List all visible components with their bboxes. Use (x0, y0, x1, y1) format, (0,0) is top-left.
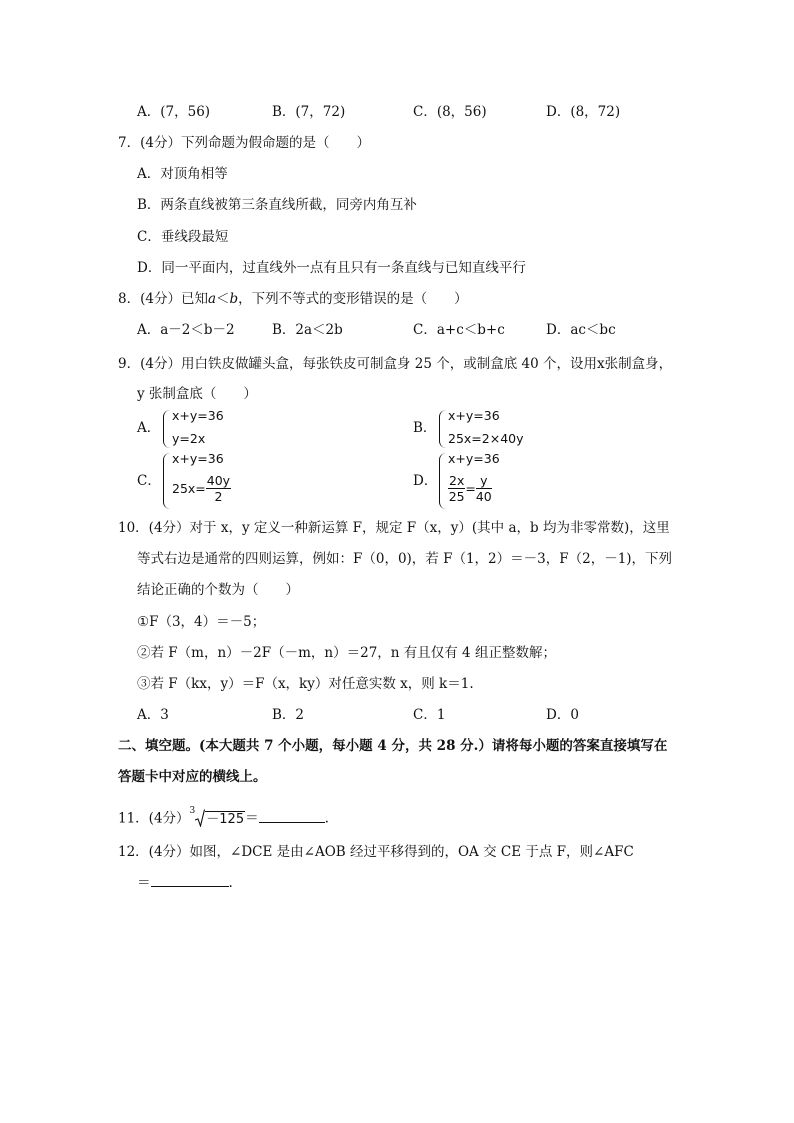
q9-d-fraction-1 (448, 473, 465, 504)
q9-a-brace (163, 410, 170, 448)
q11-line (118, 806, 329, 829)
q9-line2: y 张制盒底（ ） (137, 386, 257, 402)
q7-option-c: C．垂线段最短 (137, 229, 229, 245)
q9-d-numerator-1: 2x (449, 473, 465, 488)
section2-heading-line1: 二、填空题。(本大题共 7 个小题，每小题 4 分，共 28 分.）请将每小题的答案直接填写在 (118, 738, 668, 754)
q9-b-brace (439, 410, 446, 448)
q9-d-numerator-2: y (476, 473, 492, 489)
q12-equals: ＝ (137, 875, 151, 891)
q7-option-a: A．对顶角相等 (137, 166, 228, 182)
q9-option-c-label: C． (137, 473, 161, 489)
q9-c-eq1: x+y=36 (172, 451, 224, 466)
q8-stem (118, 290, 468, 308)
q9-c-eq2-pre: 25x= (172, 481, 206, 496)
q8-option-b: B．2a＜2b (272, 322, 343, 338)
q9-d-denominator-1: 25 (448, 489, 465, 504)
q8-option-d: D．ac＜bc (546, 322, 616, 338)
q10-option-b: B．2 (272, 707, 305, 723)
q7-stem: 7．(4分）下列命题为假命题的是（ ） (118, 135, 370, 151)
q11-equals: ＝ (245, 810, 259, 827)
q11-root-index: 3 (189, 806, 196, 816)
q7-option-b: B．两条直线被第三条直线所截，同旁内角互补 (137, 197, 417, 213)
q9-b-eq2: 25x=2×40y (448, 431, 524, 446)
q6-option-a: A．(7，56) (137, 104, 211, 120)
q9-option-a-label: A． (137, 420, 161, 436)
radical-sign-icon (195, 809, 205, 827)
q10-option-d: D．0 (546, 707, 579, 723)
q8-var-a: a (207, 291, 217, 307)
q9-d-eq1: x+y=36 (448, 451, 500, 466)
q9-c-numerator: 40y (206, 473, 231, 488)
q10-statement-2: ②若 F（m，n）－2F（－m，n）＝27，n 有且仅有 4 组正整数解； (137, 645, 556, 661)
q9-d-denominator-2: 40 (475, 489, 492, 504)
q10-line2: 等式右边是通常的四则运算，例如：F（0，0)，若 F（1，2）＝－3，F（2，－1)，下列 (137, 551, 673, 567)
q9-d-fraction-2 (476, 473, 492, 504)
q9-a-eq1: x+y=36 (172, 408, 224, 423)
q9-d-equals: = (465, 481, 476, 496)
q12-answer-blank[interactable] (151, 886, 229, 887)
q11-answer-blank[interactable] (259, 822, 325, 823)
q8-stem-post: ，下列不等式的变形错误的是（ ） (238, 291, 468, 307)
q11-radicand: －125 (206, 811, 245, 827)
q9-d-eq2 (448, 473, 492, 504)
q8-var-b: b (229, 291, 239, 307)
q6-option-c: C．(8，56) (413, 104, 487, 120)
q8-option-c: C．a+c＜b+c (413, 322, 505, 338)
q11-prefix: 11．(4分） (118, 810, 190, 827)
q9-d-brace (439, 453, 446, 509)
q12-line1: 12．(4分）如图，∠DCE 是由∠AOB 经过平移得到的，OA 交 CE 于点 F，则∠AFC (118, 844, 634, 860)
q8-option-a: A．a－2＜b－2 (137, 322, 235, 338)
q10-statement-1: ①F（3，4）＝－5； (137, 614, 266, 630)
q11-cube-root (190, 806, 246, 829)
q8-stem-pre: 8．(4分）已知 (118, 291, 208, 307)
q10-option-c: C．1 (413, 707, 446, 723)
q9-c-eq2 (172, 473, 231, 504)
q6-option-b: B．(7，72) (272, 104, 346, 120)
q11-period: . (324, 810, 329, 827)
q9-option-b-label: B． (413, 420, 437, 436)
q9-c-brace (163, 453, 170, 509)
q10-line1: 10．(4分）对于 x，y 定义一种新运算 F，规定 F（x，y）(其中 a，b 均为非零常数)，这里 (118, 520, 670, 536)
q9-c-denominator: 2 (214, 489, 223, 504)
q9-c-fraction (206, 473, 231, 504)
q8-lt: ＜ (216, 291, 230, 307)
q10-line3: 结论正确的个数为（ ） (137, 582, 299, 598)
q7-option-d: D．同一平面内，过直线外一点有且只有一条直线与已知直线平行 (137, 260, 526, 276)
q9-option-d-label: D． (413, 473, 438, 489)
q10-statement-3: ③若 F（kx，y）＝F（x，ky）对任意实数 x，则 k＝1. (137, 676, 474, 692)
q9-line1: 9．(4分）用白铁皮做罐头盒，每张铁皮可制盒身 25 个，或制盒底 40 个，设用x张制盒身， (118, 356, 673, 372)
q6-option-d: D．(8，72) (546, 104, 621, 120)
section2-heading-line2: 答题卡中对应的横线上。 (118, 769, 267, 785)
q9-b-eq1: x+y=36 (448, 408, 500, 423)
q10-option-a: A．3 (137, 707, 169, 723)
q12-line2 (137, 874, 233, 892)
q9-a-eq2: y=2x (172, 431, 206, 446)
q12-period: . (228, 875, 233, 891)
